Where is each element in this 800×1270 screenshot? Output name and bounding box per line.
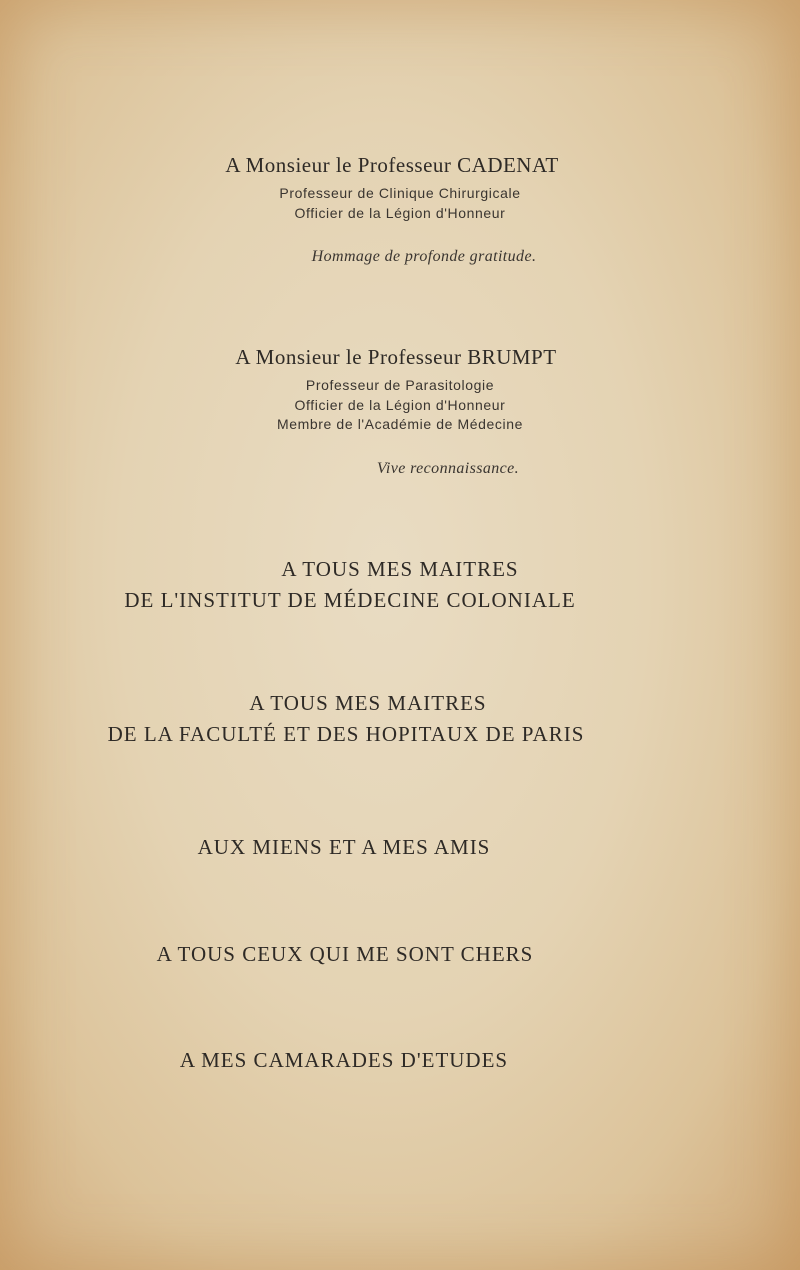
family-line: AUX MIENS ET A MES AMIS [197,835,491,859]
institut-line-1: A TOUS MES MAITRES [281,557,519,581]
cadenat-tribute: Hommage de profonde gratitude. [311,248,537,265]
cadenat-heading: A Monsieur le Professeur CADENAT [225,153,559,177]
dear-ones-line: A TOUS CEUX QUI ME SONT CHERS [156,942,534,966]
brumpt-academy-line: Membre de l'Académie de Médecine [277,416,523,432]
faculte-line-1: A TOUS MES MAITRES [249,691,487,715]
faculte-line-2: DE LA FACULTÉ ET DES HOPITAUX DE PARIS [107,722,585,746]
brumpt-honour-line: Officier de la Légion d'Honneur [294,397,506,413]
comrades-line: A MES CAMARADES D'ETUDES [179,1048,509,1072]
institut-line-2: DE L'INSTITUT DE MÉDECINE COLONIALE [124,588,576,612]
brumpt-tribute: Vive reconnaissance. [376,460,520,477]
cadenat-title-line: Professeur de Clinique Chirurgicale [279,185,521,201]
brumpt-title-line: Professeur de Parasitologie [305,377,495,393]
brumpt-heading: A Monsieur le Professeur BRUMPT [235,345,557,369]
cadenat-honour-line: Officier de la Légion d'Honneur [294,205,506,221]
